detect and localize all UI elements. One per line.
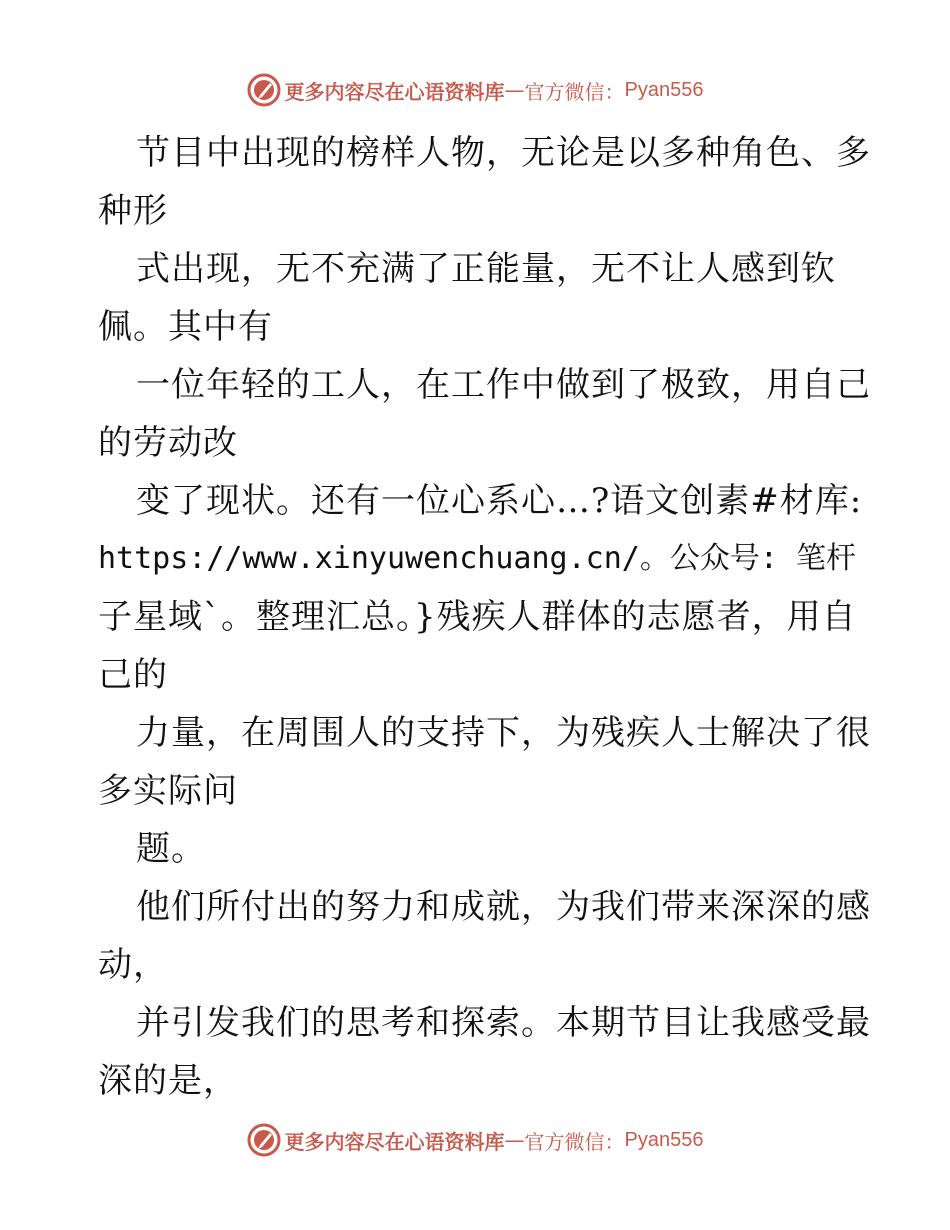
footer-wechat-id: Pyan556 [624,1128,704,1151]
text-line-7: 变了现状。还有一位心系心…?语文创素#材库: [136,481,863,521]
footer-wechat-label: 官方微信： [524,1129,625,1154]
text-line-14: 他们所付出的努力和成就，为我们带来深深的感 [136,887,871,927]
header-banner [0,70,950,110]
header-dash: — [504,78,525,102]
text-line-10: 己的 [98,655,168,695]
text-line-13: 题。 [136,829,206,869]
text-line-17: 深的是， [98,1061,238,1101]
text-line-3: 式出现，无不充满了正能量，无不让人感到钦 [136,249,836,289]
text-line-8-url: https://www.xinyuwenchuang.cn/。公众号: 笔杆 [98,541,856,576]
text-line-1: 节目中出现的榜样人物，无论是以多种角色、多 [136,133,871,173]
header-wechat-label: 官方微信： [524,79,625,104]
text-line-9: 子星域`。整理汇总。}残疾人群体的志愿者，用自 [98,597,857,637]
header-brand-text: 更多内容尽在心语资料库 [284,79,505,104]
pen-logo-icon [247,1123,281,1157]
text-line-11: 力量，在周围人的支持下，为残疾人士解决了很 [136,713,871,753]
pen-logo-icon [247,73,281,107]
footer-banner [0,1120,950,1160]
text-line-16: 并引发我们的思考和探索。本期节目让我感受最 [136,1003,871,1043]
text-line-4: 佩。其中有 [98,307,273,347]
header-wechat-id: Pyan556 [624,78,704,101]
text-line-12: 多实际问 [98,771,238,811]
document-body [98,124,871,1110]
text-line-5: 一位年轻的工人，在工作中做到了极致，用自己 [136,365,871,405]
text-line-15: 动， [98,945,168,985]
footer-brand-text: 更多内容尽在心语资料库 [284,1129,505,1154]
text-line-6: 的劳动改 [98,423,238,463]
footer-dash: — [504,1128,525,1152]
text-line-2: 种形 [98,191,168,231]
